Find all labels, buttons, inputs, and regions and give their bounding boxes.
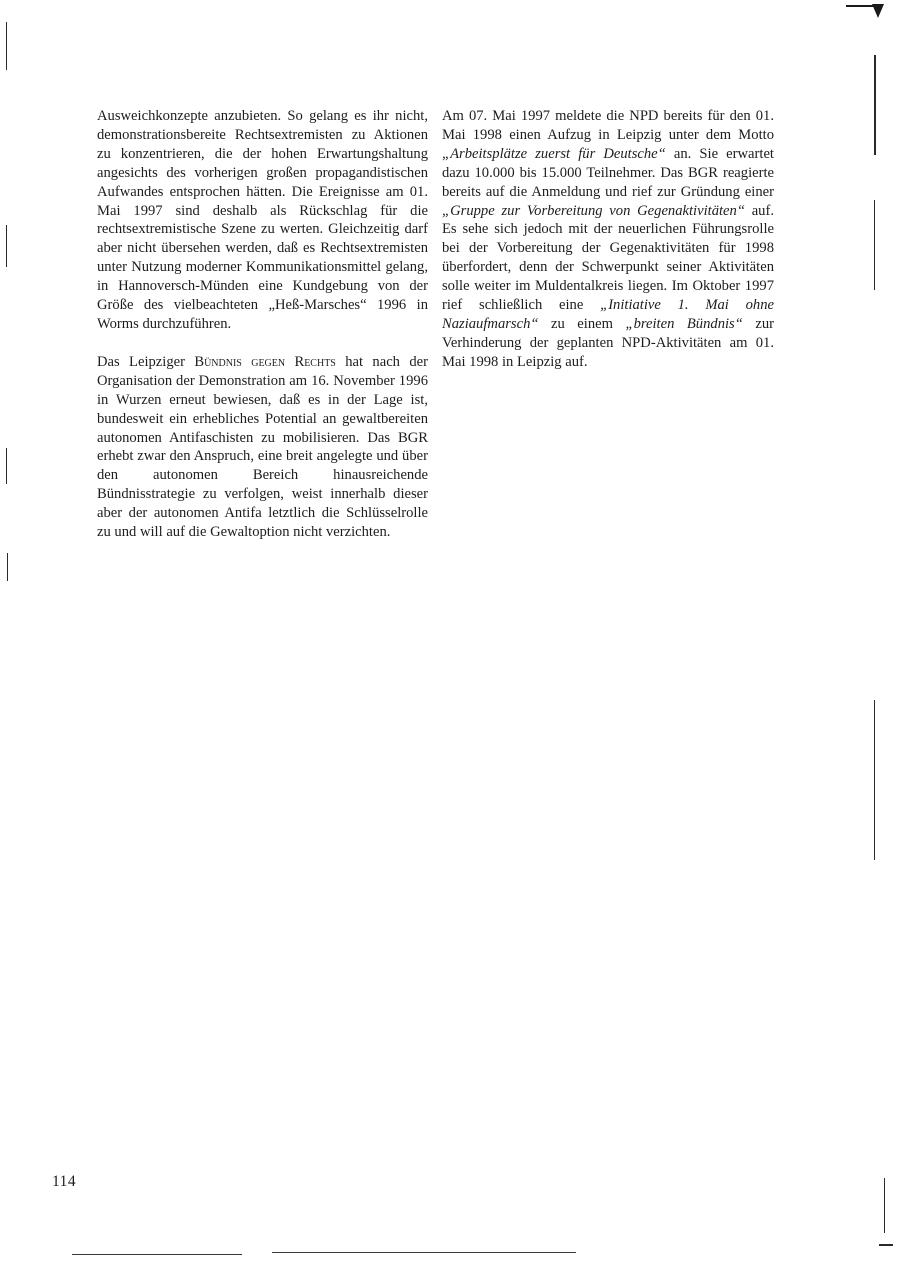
right-text-3: auf. Es sehe sich jedoch mit der neuerlichen Führungsrolle bei der Vorbereitung der Gegenaktivitäten für 1998 überfordert, denn der Schwerpunkt seiner Aktivitäten solle weiter im Muldentalkreis liegen. Im Oktober 1997 rief schließlich eine [442, 202, 774, 314]
left-paragraph-2-rest: hat nach der Organisation der Demonstration am 16. November 1996 in Wurzen erneut bewiesen, daß es in der Lage ist, bundesweit ein erhebliches Potential an gewaltbereiten autonomen Antifaschisten zu mobilisieren. Das BGR erhebt zwar den Anspruch, eine breit angelegte und über den autonomen Bereich hinausreichende Bündnisstrategie zu verfolgen, weist innerhalb dieser aber der autonomen Antifa letztlich die Schlüsselrolle zu und will auf die Gewaltoption nicht verzichten. [97, 353, 428, 541]
initiative-name-quote: „Initiative 1. Mai ohne Naziaufmarsch“ [442, 297, 774, 332]
scan-mark-left-4 [7, 553, 8, 581]
scan-mark-right-5 [879, 1244, 893, 1246]
organization-name: Bündnis gegen Rechts [194, 353, 336, 370]
left-column [97, 107, 428, 542]
left-paragraph-1-text: Ausweichkonzepte anzubieten. So gelang es ihr nicht, demonstrationsbereite Rechtsextremisten zu Aktionen zu konzentrieren, die der hohen Erwartungshaltung angesichts des vorherigen großen propagandistischen Aufwandes entsprochen hätten. Die Ereignisse am 01. Mai 1997 sind deshalb als Rückschlag für die rechtsextremistische Szene zu werten. Gleichzeitig darf aber nicht übersehen werden, daß es Rechtsextremisten unter Nutzung moderner Kommunikationsmittel gelang, in Hannoversch-Münden eine Kundgebung von der Größe des vielbeachteten „Heß-Marsches“ 1996 in Worms durchzuführen. [97, 108, 428, 332]
scan-mark-right-3 [874, 700, 875, 860]
right-paragraph-1 [442, 107, 774, 372]
right-text-4: zu einem [538, 315, 626, 332]
corner-arrow-icon [846, 0, 886, 20]
right-text-2: an. Sie erwartet dazu 10.000 bis 15.000 Teilnehmer. Das BGR reagierte bereits auf die Anmeldung und rief zur Gründung einer [442, 145, 774, 200]
scan-mark-right-4 [884, 1178, 885, 1233]
scan-mark-left-3 [6, 448, 7, 484]
alliance-quote: „breiten Bündnis“ [625, 315, 743, 332]
bottom-rule-left [72, 1254, 242, 1255]
scan-mark-right-2 [874, 200, 875, 290]
right-column [442, 107, 774, 372]
page-number: 114 [52, 1173, 77, 1190]
motto-quote: „Arbeitsplätze zuerst für Deutsche“ [442, 145, 666, 162]
scan-mark-left-2 [6, 225, 7, 267]
group-name-quote: „Gruppe zur Vorbereitung von Gegenaktivitäten“ [442, 202, 745, 219]
scan-mark-left-1 [6, 22, 7, 70]
left-paragraph-2-start: Das Leipziger [97, 353, 195, 370]
right-text-1: Am 07. Mai 1997 meldete die NPD bereits für den 01. Mai 1998 einen Aufzug in Leipzig unter dem Motto [442, 108, 774, 143]
left-paragraph-1 [97, 107, 428, 334]
bottom-rule-center [272, 1252, 576, 1253]
left-paragraph-2 [97, 353, 428, 542]
scan-mark-right-1 [874, 55, 876, 155]
right-text-5: zur Verhinderung der geplanten NPD-Aktivitäten am 01. Mai 1998 in Leipzig auf. [442, 315, 774, 370]
